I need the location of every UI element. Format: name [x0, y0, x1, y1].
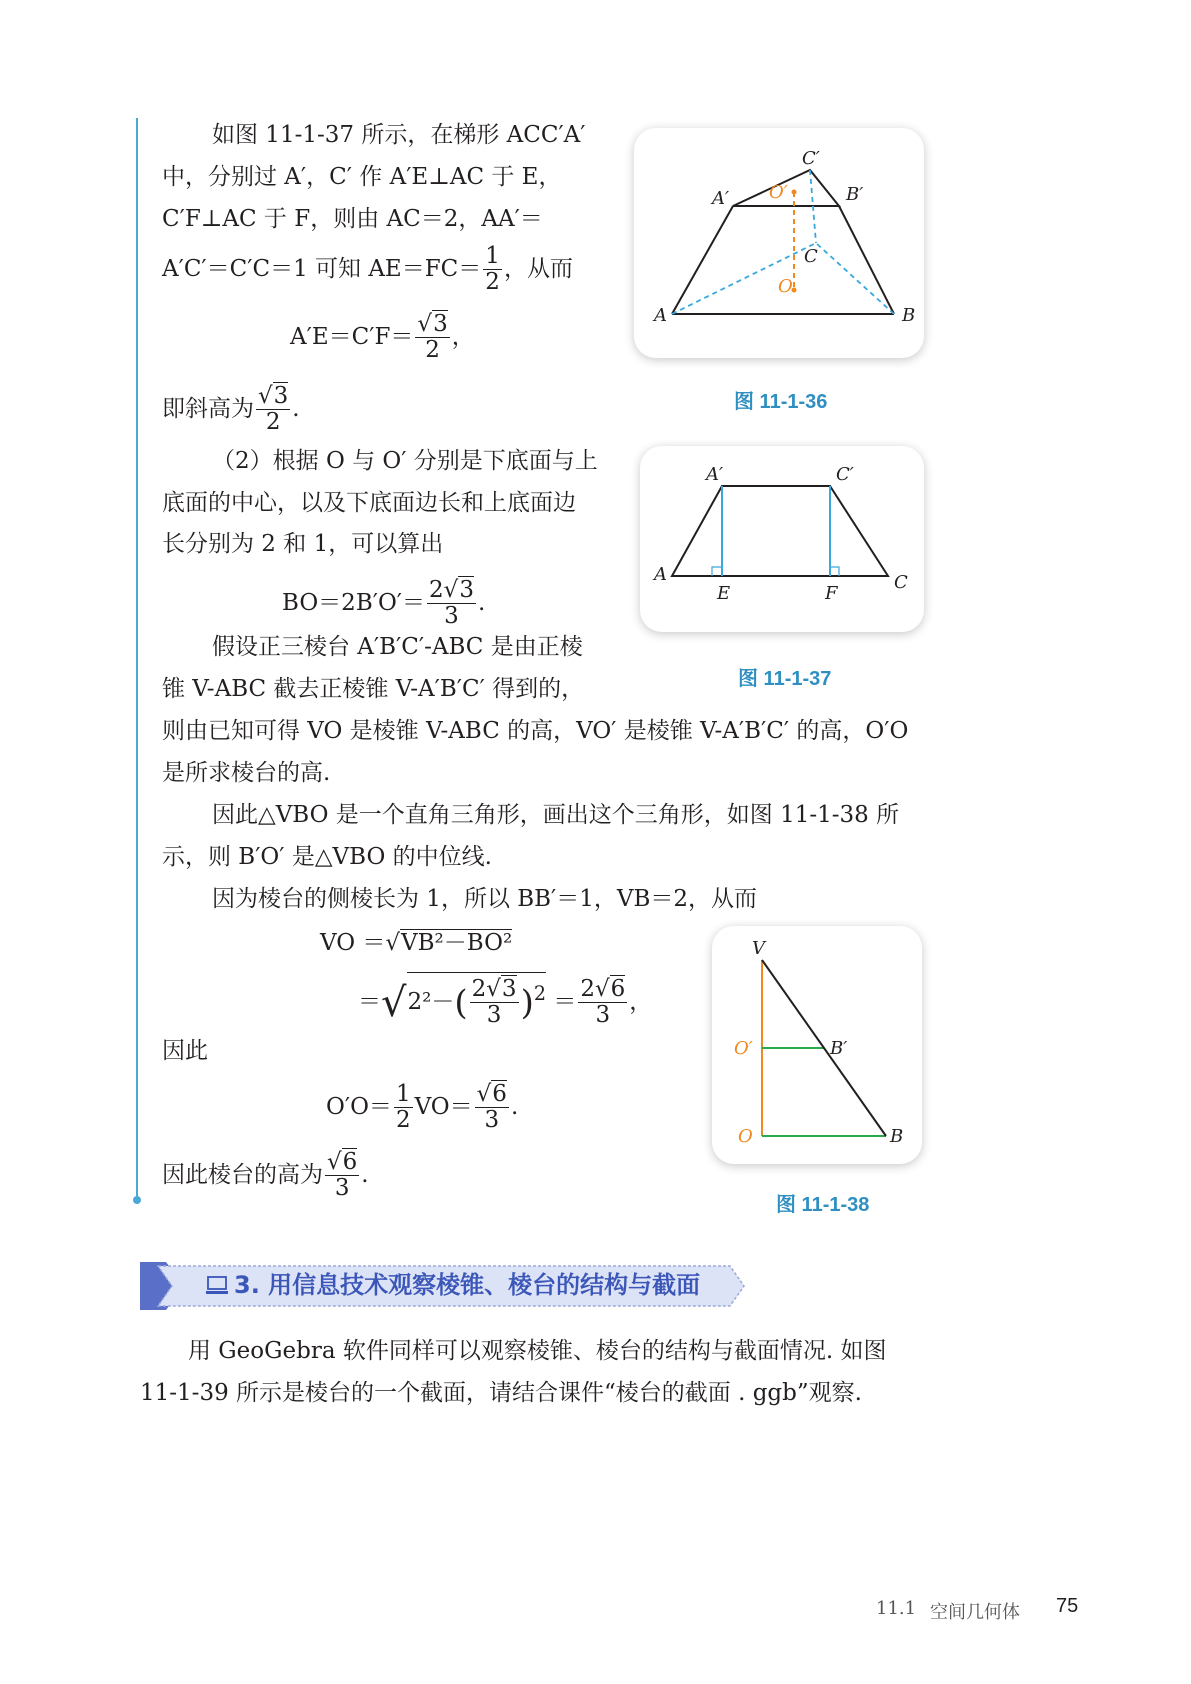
equation-BO	[282, 578, 485, 630]
p5-line1: 因此△VBO 是一个直角三角形，画出这个三角形，如图 11-1-38 所	[212, 802, 900, 828]
equals: ＝	[358, 988, 381, 1015]
fraction-num: 2√3	[471, 976, 517, 1002]
p5-line2: 示，则 B′O′ 是△VBO 的中位线.	[162, 844, 492, 870]
equation-OO	[326, 1082, 518, 1134]
fraction-num: 2√6	[580, 976, 626, 1002]
p1-line4	[162, 244, 573, 296]
label-B: B	[890, 1126, 904, 1147]
caption-11-1-36: 图 11-1-36	[734, 391, 828, 413]
fraction-num: 2√3	[429, 577, 474, 603]
radicand: 3	[501, 976, 517, 1002]
footer-chapter-title: 空间几何体	[930, 1602, 1020, 1623]
label-O1: O′	[734, 1038, 753, 1059]
coefficient: 2	[429, 577, 444, 603]
equation-VO-line2	[358, 972, 652, 1029]
p6-line: 因为棱台的侧棱长为 1，所以 BB′＝1，VB＝2，从而	[212, 886, 758, 912]
p9-line1: 用 GeoGebra 软件同样可以观察棱锥、棱台的结构与截面情况. 如图	[188, 1338, 887, 1364]
p1-line2: 中，分别过 A′，C′ 作 A′E⊥AC 于 E，	[162, 164, 562, 190]
eq4-left: O′O＝	[326, 1093, 392, 1120]
p1-line1: 如图 11-1-37 所示，在梯形 ACC′A′	[212, 122, 586, 148]
label-V: V	[752, 938, 765, 959]
p3-line1: （2）根据 O 与 O′ 分别是下底面与上	[212, 448, 598, 474]
eq1-end: ，	[451, 323, 475, 350]
figure-11-1-36	[634, 128, 924, 358]
label-B1: B′	[846, 184, 864, 205]
caption-11-1-38: 图 11-1-38	[776, 1194, 870, 1216]
p7-line: 因此	[162, 1038, 208, 1064]
fraction-den: 2	[265, 409, 281, 436]
label-B: B	[902, 305, 916, 326]
label-B1: B′	[830, 1038, 848, 1059]
radicand: 6	[492, 1081, 507, 1107]
fraction-2sqrt3-over-3	[470, 977, 519, 1029]
fraction-den: 3	[334, 1175, 350, 1202]
trapezoid-ACC1A1	[672, 486, 888, 576]
label-A: A	[654, 564, 667, 585]
left-margin-rule	[136, 118, 138, 1200]
coefficient: 2	[471, 976, 487, 1002]
eq2-left: BO＝2B′O′＝	[282, 589, 426, 616]
radicand: 3	[273, 383, 289, 409]
footer-section-number: 11.1	[876, 1598, 917, 1619]
fraction-num: √6	[327, 1149, 358, 1175]
p1-line3: C′F⊥AC 于 F，则由 AC＝2，AA′＝	[162, 206, 543, 232]
fraction-sqrt6-over-3	[325, 1150, 359, 1202]
label-A1: A′	[706, 464, 724, 485]
page-number: 75	[1056, 1595, 1079, 1617]
edge-AA1	[672, 206, 733, 314]
p2-text: 即斜高为	[162, 395, 254, 422]
eq1-left: A′E＝C′F＝	[290, 323, 414, 350]
label-C: C	[804, 246, 818, 267]
radicand: 6	[342, 1149, 358, 1175]
fraction-num: √3	[417, 311, 448, 337]
fraction-den: 3	[484, 1107, 500, 1134]
fraction-num: 1	[485, 243, 500, 269]
label-C: C	[894, 572, 908, 593]
fraction-2sqrt6-over-3	[578, 977, 627, 1029]
figure-11-1-38	[712, 926, 922, 1164]
p3-line2: 底面的中心，以及下底面边长和上底面边	[162, 490, 576, 516]
eq3-end: ，	[629, 988, 653, 1015]
fraction-num: 1	[395, 1081, 411, 1107]
point-O1	[792, 190, 797, 195]
label-E: E	[717, 583, 731, 604]
edge-BB1	[839, 206, 894, 314]
p8-line	[162, 1150, 369, 1202]
p4-line2: 锥 V-ABC 截去正棱锥 V-A′B′C′ 得到的，	[162, 676, 585, 702]
radicand-group: 2²－( $\frac{2√3}{3}$ )$^2$	[407, 972, 547, 1029]
p4-line4: 是所求棱台的高.	[162, 760, 331, 786]
label-O: O	[738, 1126, 753, 1147]
p9-line2: 11-1-39 所示是棱台的一个截面，请结合课件“棱台的截面 . ggb”观察.	[140, 1380, 862, 1406]
label-C1: C′	[836, 464, 854, 485]
fraction-den: 3	[595, 1002, 611, 1029]
fraction-2sqrt3-over-3	[427, 578, 476, 630]
radicand: 6	[610, 976, 626, 1002]
p1-line4-end: ，从而	[503, 255, 573, 282]
left-margin-dot	[133, 1196, 141, 1204]
coefficient: 2	[580, 976, 595, 1002]
computer-icon	[206, 1276, 228, 1293]
fraction-half	[483, 244, 502, 296]
p2-end: .	[292, 395, 300, 422]
frustum-diagram	[634, 128, 924, 358]
fraction-sqrt3-over-2	[256, 384, 290, 436]
figure-11-1-37	[640, 446, 924, 632]
caption-11-1-37: 图 11-1-37	[738, 668, 832, 690]
radicand: 3	[433, 311, 448, 337]
label-C1: C′	[802, 148, 820, 169]
fraction-den: 2	[395, 1107, 411, 1134]
section-title: 3. 用信息技术观察棱锥、棱台的结构与截面	[234, 1271, 701, 1299]
p8-end: .	[361, 1161, 369, 1188]
fraction-sqrt6-over-3	[475, 1082, 509, 1134]
fraction-den: 2	[485, 269, 500, 296]
eq4-mid: VO＝	[414, 1093, 473, 1120]
eq4-end: .	[510, 1093, 519, 1120]
p3-line3: 长分别为 2 和 1，可以算出	[162, 531, 444, 557]
fraction-num: √3	[258, 383, 289, 409]
fraction-den: 2	[425, 337, 440, 364]
equation-slant-height	[290, 312, 475, 364]
equation-VO-line1: VO ＝√VB²－BO²	[320, 930, 513, 956]
radicand-part: 2²－	[407, 988, 455, 1015]
p2-line	[162, 384, 300, 436]
label-F: F	[825, 583, 838, 604]
label-A1: A′	[712, 188, 730, 209]
right-angle-F	[830, 567, 839, 576]
eq2-end: .	[477, 589, 486, 616]
computer-icon-glyph	[206, 1276, 228, 1296]
p8-text: 因此棱台的高为	[162, 1161, 323, 1188]
fraction-num: √6	[476, 1081, 507, 1107]
edge-BC	[816, 243, 894, 314]
p1-line4-text: A′C′＝C′C＝1 可知 AE＝FC＝	[162, 255, 482, 282]
trapezoid-diagram	[640, 446, 924, 632]
p4-line1: 假设正三棱台 A′B′C′-ABC 是由正棱	[212, 634, 583, 660]
p4-line3: 则由已知可得 VO 是棱锥 V-ABC 的高，VO′ 是棱锥 V-A′B′C′ 的高，O′O	[162, 718, 909, 744]
radical-sign: √	[381, 979, 407, 1026]
label-O: O	[778, 276, 793, 297]
right-angle-E	[712, 567, 722, 576]
equals: ＝	[553, 988, 577, 1015]
label-A: A	[654, 305, 667, 326]
fraction-den: 3	[444, 603, 459, 630]
label-O1: O′	[769, 182, 788, 203]
right-triangle-diagram	[712, 926, 922, 1164]
fraction-den: 3	[486, 1002, 502, 1029]
radicand: 3	[459, 577, 474, 603]
fraction-sqrt3-over-2	[415, 312, 449, 364]
edge-AC	[672, 243, 816, 314]
radicand: VB²－BO²	[401, 930, 513, 956]
fraction-half	[394, 1082, 413, 1134]
eq3-left: VO ＝	[320, 930, 386, 956]
